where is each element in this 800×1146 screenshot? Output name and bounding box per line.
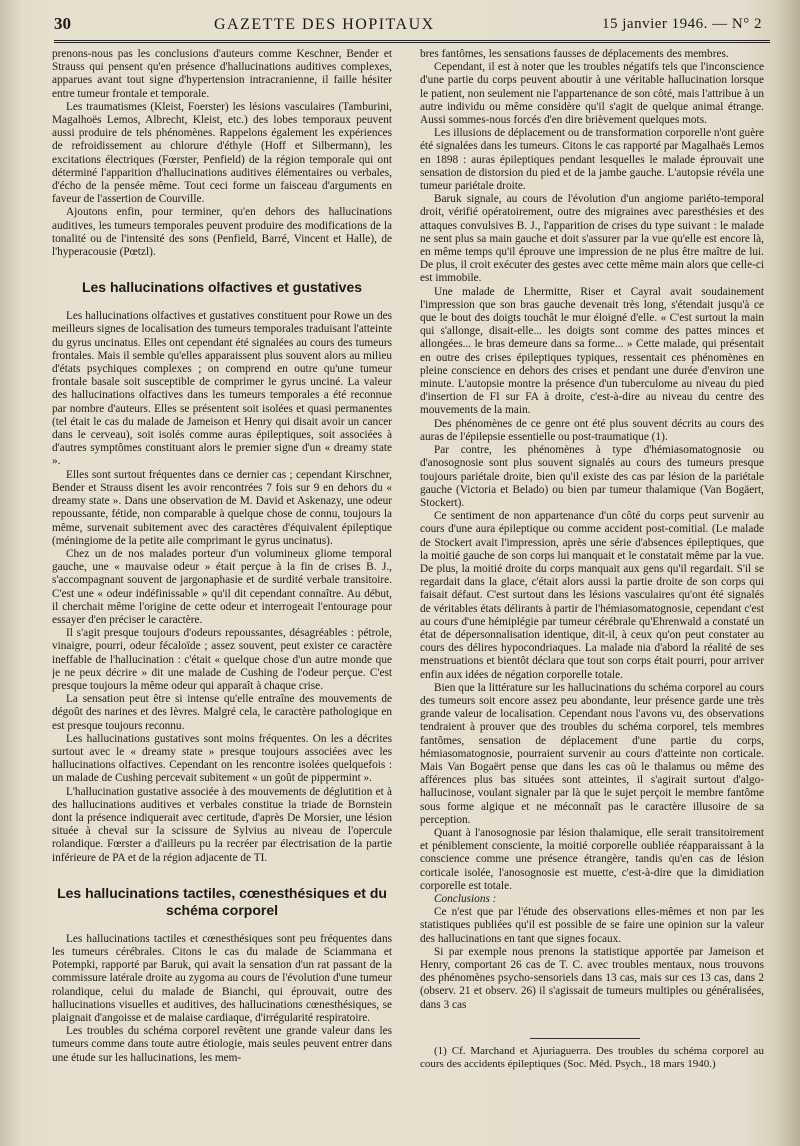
paragraph: Cependant, il est à noter que les troubles négatifs tels que l'inconscience d'une partie du corps peuvent aboutir à une véritable hallucination lorsque le patient, non seulement nie l'appartenance de son côté, mais l'attribue à un autre individu ou même considère qu'il s'agit de quelque animal étrange. Aussi sommes-nous forcés d'en dire brièvement quelques mots. <box>420 61 764 127</box>
paragraph: Bien que la littérature sur les hallucinations du schéma corporel au cours des tumeurs soit encore assez peu abondante, leur présence garde une très grande valeur de localisation. Cependant nous l'avons vu, des observations tendraient à prouver que des troubles du schéma corporel, tels membres fantômes, sensation de déplacement d'une partie du corps, hémiasomatognosie, pourraient survenir au cours d'atteinte non corticale. Mais Van Bogaërt pense que dans les cas où le thalamus ou même des afférences plus bas situées sont atteintes, il s'agirait surtout d'algo-hallucinose, voulant signaler par là que le sujet perçoit le membre fantôme sous forme algique et ne méconnaît pas le caractère illusoire de sa perception. <box>420 681 764 826</box>
paragraph: Si par exemple nous prenons la statistique apportée par Jameison et Henry, comportant 26 cas de T. C. avec troubles mentaux, nous trouvons des phénomènes psycho-sensoriels dans 13 cas, mais sur ces 13 cas, dans 2 (observ. 21 et observ. 26) il s'agissait de tumeurs multiples ou généralisées, dans 3 cas <box>420 945 764 1011</box>
left-column <box>52 48 392 1128</box>
paragraph: Ce sentiment de non appartenance d'un côté du corps peut survenir au cours d'une aura épileptique ou comme accident post-comitial. (Le malade de Stockert avait l'impression, après une série d'absences épileptiques, que la moitié gauche de son corps lui manquait et le constatait même par la vue. De plus, la moitié droite du corps manquait aux gens qu'il regardait. S'il se regardait dans la glace, c'était alors aussi la partie droite de son corps qui faisait défaut. C'est surtout dans les lésions vasculaires qu'ont été signalés de véritables états délirants à partir de l'hémiasomatognosie, cependant c'est au cours d'une hémiplégie par tumeur cérébrale qu'Ehrenwald a constaté un état de dépersonnalisation identique, dit-il, à ceux qu'on peut constater au cours des délires hypocondriaques. La malade nia d'abord la réalité de ses menstruations et bientôt déclara que tout son corps était pourri, pour arriver enfin aux idées de négation corporelle totale. <box>420 510 764 681</box>
journal-title: GAZETTE DES HOPITAUX <box>214 16 435 33</box>
footnote-rule <box>530 1038 640 1039</box>
page-number: 30 <box>54 14 71 33</box>
paragraph: Les hallucinations tactiles et cœnesthésiques sont peu fréquentes dans les tumeurs cérébrales. Citons le cas du malade de Sciammana et Potempki, rapporté par Baruk, qui avait la sensation d'un rat passant de la commissure latérale droite au zygoma au cours de l'évolution d'une tumeur rolandique, celui du malade de Bianchi, qui éprouvait, outre des hallucinations visuelles et auditives, des hallucinations cœnesthésiques, se plaignait d'angoisse et de malaise cardiaque, d'irrégularité respiratoire. <box>52 932 392 1024</box>
paragraph: Les troubles du schéma corporel revêtent une grande valeur dans les tumeurs comme dans toute autre étiologie, mais seules peuvent entrer dans une étude sur les hallucinations, les mem- <box>52 1025 392 1064</box>
paragraph: Ce n'est que par l'étude des observations elles-mêmes et non par les statistiques publiées qu'il est possible de se faire une opinion sur la valeur des hallucinations en tant que signes focaux. <box>420 906 764 945</box>
section-heading-olfactory: Les hallucinations olfactives et gustatives <box>81 279 363 296</box>
section-heading-tactile: Les hallucinations tactiles, cœnesthésiques et du schéma corporel <box>57 884 387 918</box>
paragraph: Les hallucinations olfactives et gustatives constituent pour Rowe un des meilleurs signes de localisation des tumeurs temporales traduisant l'atteinte du gyrus uncinatus. Elles ont cependant été signalées au cours des tumeurs frontales. Mais il semble qu'elles apparaissent plus souvent alors au milieu d'états psychiques complexes ; on comprend en outre qu'une tumeur frontale basale soit susceptible de comprimer le gyrus unciné. La valeur des hallucinations olfactives dans les tumeurs temporales a été reconnue par nombre d'auteurs. Elles se présentent soit isolées et quasi permanentes (tel était le cas du malade de Jameison et Henry qui disait avoir un cancer dans le cerveau), soit isolés comme auras épileptiques, soit associées à d'autres symptômes constituant alors le premier signe d'un « dreamy state ». <box>52 310 392 468</box>
right-column <box>420 48 764 1128</box>
paragraph: Les illusions de déplacement ou de transformation corporelle n'ont guère été signalées dans les tumeurs. Citons le cas rapporté par Magalhaës Lemos en 1898 : auras épileptiques pendant lesquelles le malade éprouvait une sensation de distorsion du pied et de la jambe gauche. L'autopsie révéla une tumeur pariétale droite. <box>420 127 764 193</box>
paragraph: Par contre, les phénomènes à type d'hémiasomatognosie ou d'anosognosie sont plus souvent signalés au cours des tumeurs presque toujours pariétale droite, bien qu'il existe des cas par lésion de la pariétale gauche (Victoria et Belado) ou bien par tumeur thalamique (Van Bogäert, Stockert). <box>420 444 764 509</box>
paragraph: Ajoutons enfin, pour terminer, qu'en dehors des hallucinations auditives, les tumeurs temporales peuvent produire des modifications de la tonalité ou de l'intensité des sons (Penfield, Barré, Vincent et Halle), de l'hyperacousie (Pœtzl). <box>52 206 392 259</box>
paragraph: Baruk signale, au cours de l'évolution d'un angiome pariéto-temporal droit, vérifié opératoirement, outre des migraines avec paresthésies et des attaques convulsives B. J., l'apparition de crises du type suivant : le malade ne sent plus sa main gauche et doit s'assurer par la vue qu'elle est encore là, en même temps qu'il éprouve une impression de ne plus être maître de lui. De plus, il croit exécuter des gestes avec cette même main alors que celle-ci est immobile. <box>420 193 764 285</box>
conclusions-heading: Conclusions : <box>434 893 497 905</box>
footnote: (1) Cf. Marchand et Ajuriaguerra. Des troubles du schéma corporel au cours des accidents épileptiques (Soc. Méd. Psych., 18 mars 1940.) <box>420 1044 764 1070</box>
paragraph: Les traumatismes (Kleist, Foerster) les lésions vasculaires (Tamburini, Magalhoës Lemos, Albrecht, Kleist, etc.) des lobes temporaux peuvent aussi produire de tels phénomènes. Rappelons également les expériences de refroidissement au chlorure d'éthyle (Hoff et Silbermann), les excitations électriques (Fœrster, Penfield) de la région temporale qui ont déterminé l'apparition d'hallucinations auditives élémentaires ou verbales, d'écho de la pensée même. Tout ceci forme un faisceau d'arguments en faveur de l'assertion de Courville. <box>52 100 392 206</box>
paragraph: Quant à l'anosognosie par lésion thalamique, elle serait transitoirement et péniblement consciente, la moitié corporelle oubliée réapparaissant à la conscience comme une présence étrangère, tandis qu'en cas de lésion corticale isolée, l'anosognosie est muette, c'est-à-dire que la dimidiation corporelle est totale. <box>420 826 764 892</box>
paragraph: Il s'agit presque toujours d'odeurs repoussantes, désagréables : pétrole, vinaigre, pourri, odeur fécaloïde ; assez souvent, peut exister ce caractère ineffable de l'hallucination : c'était « quelque chose d'un autre monde que je ne peux décrire » dit une malade de Cushing de l'odeur perçue. C'est presque toujours la même odeur qui apparaît à chaque crise. <box>52 627 392 692</box>
paragraph: bres fantômes, les sensations fausses de déplacements des membres. <box>420 48 729 60</box>
paragraph: Des phénomènes de ce genre ont été plus souvent décrits au cours des auras de l'épilepsie essentielle ou post-traumatique (1). <box>420 417 764 443</box>
paragraph: Une malade de Lhermitte, Riser et Cayral avait soudainement l'impression que son bras gauche devenait très long, s'étendait jusqu'à ce que le bout des doigts touchât le mur éloigné d'elle. « C'est surtout la main qui s'allonge, disait-elle... les doigts sont comme des pattes minces et allongées... le bras demeure dans sa forme... » Cette malade, qui présentait en outre des crises épileptiques typiques, ressentait ces phénomènes en pleine conscience en dehors des crises et pendant une durée d'environ une minute. L'autopsie montre la présence d'un tuberculome au niveau du pied d'insertion de FI sur FA à droite, c'est-à-dire au niveau du centre des mouvements de la main. <box>420 285 764 417</box>
paragraph: prenons-nous pas les conclusions d'auteurs comme Keschner, Bender et Strauss qui pensent qu'en présence d'hallucinations auditives complexes, apparues avant tout signe d'hypertension intracranienne, il faille hésiter entre tumeur frontale et temporale. <box>52 48 392 100</box>
header-rule <box>54 40 770 43</box>
paragraph: Elles sont surtout fréquentes dans ce dernier cas ; cependant Kirschner, Bender et Strauss disent les avoir rencontrées 7 fois sur 9 en dehors du « dreamy state ». Dans une observation de M. David et Askenazy, une odeur repoussante, fétide, non comparable à quelque chose de connu, toujours la même, survenait subitement avec des caractères d'équivalent épileptique (méningiome de la petite aile comprimant le gyrus uncinatus). <box>52 468 392 547</box>
paragraph: L'hallucination gustative associée à des mouvements de déglutition et à des hallucinations auditives et verbales constitue la triade de Bornstein dont la présence indiquerait avec certitude, d'après De Morsier, une lésion située à cheval sur la scissure de Sylvius au niveau de l'opercule rolandique. Fœrster a d'ailleurs pu la recréer par électrisation de la partie inférieure de PA et de la région adjacente de TI. <box>52 785 392 864</box>
paragraph: La sensation peut être si intense qu'elle entraîne des mouvements de dégoût des narines et des lèvres. Malgré cela, le caractère pathologique en est presque toujours reconnu. <box>52 693 392 732</box>
paragraph: Chez un de nos malades porteur d'un volumineux gliome temporal gauche, une « mauvaise odeur » était perçue à la fin de crises B. J., s'accompagnant souvent de jargonaphasie et de surdité verbale transitoire. C'est une « odeur indéfinissable » qu'il dit cependant connaître. Au début, il cherchait même l'origine de cette odeur et interrogeait l'entourage pour essayer d'en préciser le caractère. <box>52 547 392 626</box>
page-header <box>54 14 770 38</box>
paragraph: Les hallucinations gustatives sont moins fréquentes. On les a décrites surtout avec le « dreamy state » presque toujours associées avec les hallucinations olfactives. Cependant on les rencontre isolées quelquefois : un malade de Cushing percevait subitement « un goût de pippermint ». <box>52 732 392 785</box>
issue-date: 15 janvier 1946. — N° 2 <box>602 16 762 32</box>
